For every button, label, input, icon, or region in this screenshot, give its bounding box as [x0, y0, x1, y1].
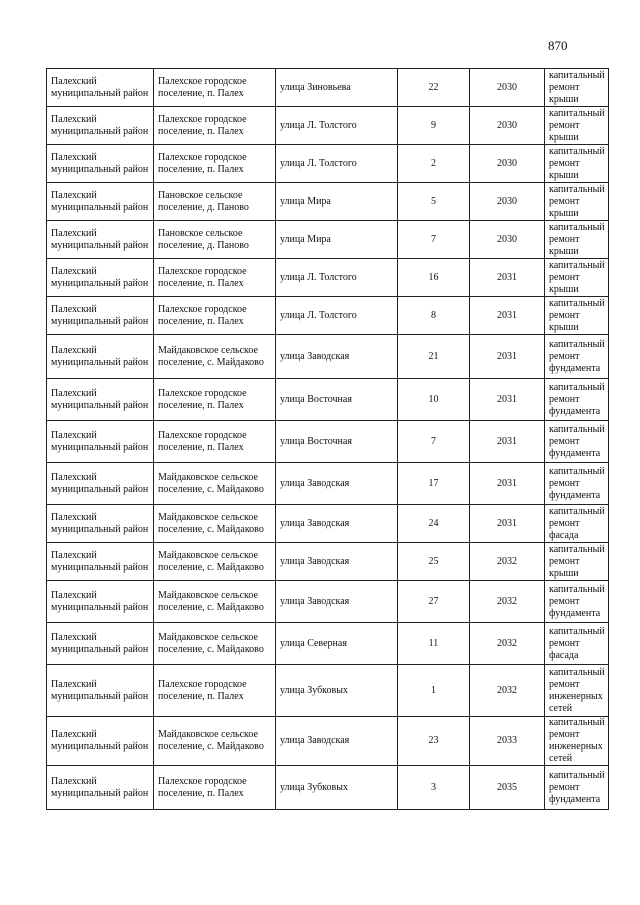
table-row — [47, 665, 609, 717]
district-cell: Палехский муниципальный район — [47, 581, 154, 623]
district-cell: Палехский муниципальный район — [47, 766, 154, 810]
settlement-cell: Палехское городское поселение, п. Палех — [154, 107, 276, 145]
work-type-cell: капитальный ремонт фундамента — [545, 335, 609, 379]
settlement-cell: Палехское городское поселение, п. Палех — [154, 665, 276, 717]
street-cell: улица Зубковых — [276, 665, 398, 717]
street-cell: улица Л. Толстого — [276, 145, 398, 183]
district-cell: Палехский муниципальный район — [47, 69, 154, 107]
district-cell: Палехский муниципальный район — [47, 145, 154, 183]
table-row — [47, 69, 609, 107]
district-cell: Палехский муниципальный район — [47, 297, 154, 335]
street-cell: улица Мира — [276, 183, 398, 221]
house-number-cell: 9 — [398, 107, 470, 145]
street-cell: улица Заводская — [276, 335, 398, 379]
work-type-cell: капитальный ремонт крыши — [545, 107, 609, 145]
table-row — [47, 505, 609, 543]
housing-repair-table — [46, 68, 609, 810]
house-number-cell: 1 — [398, 665, 470, 717]
street-cell: улица Мира — [276, 221, 398, 259]
street-cell: улица Северная — [276, 623, 398, 665]
house-number-cell: 16 — [398, 259, 470, 297]
district-cell: Палехский муниципальный район — [47, 665, 154, 717]
work-type-cell: капитальный ремонт крыши — [545, 183, 609, 221]
year-cell: 2030 — [470, 69, 545, 107]
work-type-cell: капитальный ремонт фундамента — [545, 766, 609, 810]
street-cell: улица Л. Толстого — [276, 297, 398, 335]
table-row — [47, 107, 609, 145]
table-row — [47, 379, 609, 421]
street-cell: улица Л. Толстого — [276, 107, 398, 145]
work-type-cell: капитальный ремонт инженерных сетей — [545, 665, 609, 717]
work-type-cell: капитальный ремонт фундамента — [545, 581, 609, 623]
house-number-cell: 25 — [398, 543, 470, 581]
table-row — [47, 623, 609, 665]
year-cell: 2031 — [470, 505, 545, 543]
settlement-cell: Палехское городское поселение, п. Палех — [154, 145, 276, 183]
street-cell: улица Заводская — [276, 581, 398, 623]
settlement-cell: Майдаковское сельское поселение, с. Майдаково — [154, 581, 276, 623]
work-type-cell: капитальный ремонт крыши — [545, 221, 609, 259]
work-type-cell: капитальный ремонт крыши — [545, 543, 609, 581]
house-number-cell: 7 — [398, 421, 470, 463]
year-cell: 2030 — [470, 145, 545, 183]
house-number-cell: 8 — [398, 297, 470, 335]
year-cell: 2031 — [470, 297, 545, 335]
district-cell: Палехский муниципальный район — [47, 623, 154, 665]
table-row — [47, 581, 609, 623]
house-number-cell: 7 — [398, 221, 470, 259]
work-type-cell: капитальный ремонт инженерных сетей — [545, 717, 609, 766]
table-row — [47, 335, 609, 379]
work-type-cell: капитальный ремонт фундамента — [545, 463, 609, 505]
table-row — [47, 221, 609, 259]
street-cell: улица Заводская — [276, 717, 398, 766]
district-cell: Палехский муниципальный район — [47, 421, 154, 463]
work-type-cell: капитальный ремонт крыши — [545, 145, 609, 183]
year-cell: 2030 — [470, 107, 545, 145]
district-cell: Палехский муниципальный район — [47, 543, 154, 581]
district-cell: Палехский муниципальный район — [47, 379, 154, 421]
house-number-cell: 2 — [398, 145, 470, 183]
district-cell: Палехский муниципальный район — [47, 259, 154, 297]
house-number-cell: 10 — [398, 379, 470, 421]
settlement-cell: Пановское сельское поселение, д. Паново — [154, 183, 276, 221]
table-row — [47, 543, 609, 581]
year-cell: 2031 — [470, 335, 545, 379]
settlement-cell: Палехское городское поселение, п. Палех — [154, 766, 276, 810]
house-number-cell: 11 — [398, 623, 470, 665]
settlement-cell: Майдаковское сельское поселение, с. Майдаково — [154, 717, 276, 766]
work-type-cell: капитальный ремонт фундамента — [545, 421, 609, 463]
table-row — [47, 259, 609, 297]
settlement-cell: Палехское городское поселение, п. Палех — [154, 379, 276, 421]
district-cell: Палехский муниципальный район — [47, 221, 154, 259]
year-cell: 2032 — [470, 623, 545, 665]
table-row — [47, 183, 609, 221]
street-cell: улица Восточная — [276, 379, 398, 421]
year-cell: 2031 — [470, 463, 545, 505]
year-cell: 2031 — [470, 379, 545, 421]
table-body — [47, 69, 609, 810]
work-type-cell: капитальный ремонт крыши — [545, 259, 609, 297]
table-row — [47, 463, 609, 505]
work-type-cell: капитальный ремонт фасада — [545, 505, 609, 543]
settlement-cell: Пановское сельское поселение, д. Паново — [154, 221, 276, 259]
house-number-cell: 24 — [398, 505, 470, 543]
district-cell: Палехский муниципальный район — [47, 505, 154, 543]
settlement-cell: Майдаковское сельское поселение, с. Майдаково — [154, 623, 276, 665]
district-cell: Палехский муниципальный район — [47, 335, 154, 379]
district-cell: Палехский муниципальный район — [47, 717, 154, 766]
settlement-cell: Майдаковское сельское поселение, с. Майдаково — [154, 543, 276, 581]
settlement-cell: Майдаковское сельское поселение, с. Майдаково — [154, 505, 276, 543]
settlement-cell: Палехское городское поселение, п. Палех — [154, 69, 276, 107]
street-cell: улица Заводская — [276, 505, 398, 543]
street-cell: улица Зиновьева — [276, 69, 398, 107]
year-cell: 2032 — [470, 543, 545, 581]
year-cell: 2032 — [470, 581, 545, 623]
street-cell: улица Восточная — [276, 421, 398, 463]
settlement-cell: Майдаковское сельское поселение, с. Майдаково — [154, 463, 276, 505]
year-cell: 2030 — [470, 221, 545, 259]
table-row — [47, 297, 609, 335]
district-cell: Палехский муниципальный район — [47, 463, 154, 505]
year-cell: 2031 — [470, 259, 545, 297]
year-cell: 2033 — [470, 717, 545, 766]
house-number-cell: 21 — [398, 335, 470, 379]
house-number-cell: 3 — [398, 766, 470, 810]
district-cell: Палехский муниципальный район — [47, 183, 154, 221]
year-cell: 2030 — [470, 183, 545, 221]
work-type-cell: капитальный ремонт фасада — [545, 623, 609, 665]
year-cell: 2032 — [470, 665, 545, 717]
table-row — [47, 717, 609, 766]
house-number-cell: 22 — [398, 69, 470, 107]
table-row — [47, 145, 609, 183]
work-type-cell: капитальный ремонт крыши — [545, 69, 609, 107]
street-cell: улица Зубковых — [276, 766, 398, 810]
table-row — [47, 766, 609, 810]
settlement-cell: Палехское городское поселение, п. Палех — [154, 297, 276, 335]
district-cell: Палехский муниципальный район — [47, 107, 154, 145]
settlement-cell: Палехское городское поселение, п. Палех — [154, 259, 276, 297]
street-cell: улица Заводская — [276, 543, 398, 581]
year-cell: 2031 — [470, 421, 545, 463]
page-number: 870 — [548, 38, 568, 53]
work-type-cell: капитальный ремонт фундамента — [545, 379, 609, 421]
house-number-cell: 23 — [398, 717, 470, 766]
street-cell: улица Заводская — [276, 463, 398, 505]
settlement-cell: Майдаковское сельское поселение, с. Майдаково — [154, 335, 276, 379]
house-number-cell: 17 — [398, 463, 470, 505]
table-row — [47, 421, 609, 463]
house-number-cell: 5 — [398, 183, 470, 221]
street-cell: улица Л. Толстого — [276, 259, 398, 297]
house-number-cell: 27 — [398, 581, 470, 623]
work-type-cell: капитальный ремонт крыши — [545, 297, 609, 335]
settlement-cell: Палехское городское поселение, п. Палех — [154, 421, 276, 463]
year-cell: 2035 — [470, 766, 545, 810]
